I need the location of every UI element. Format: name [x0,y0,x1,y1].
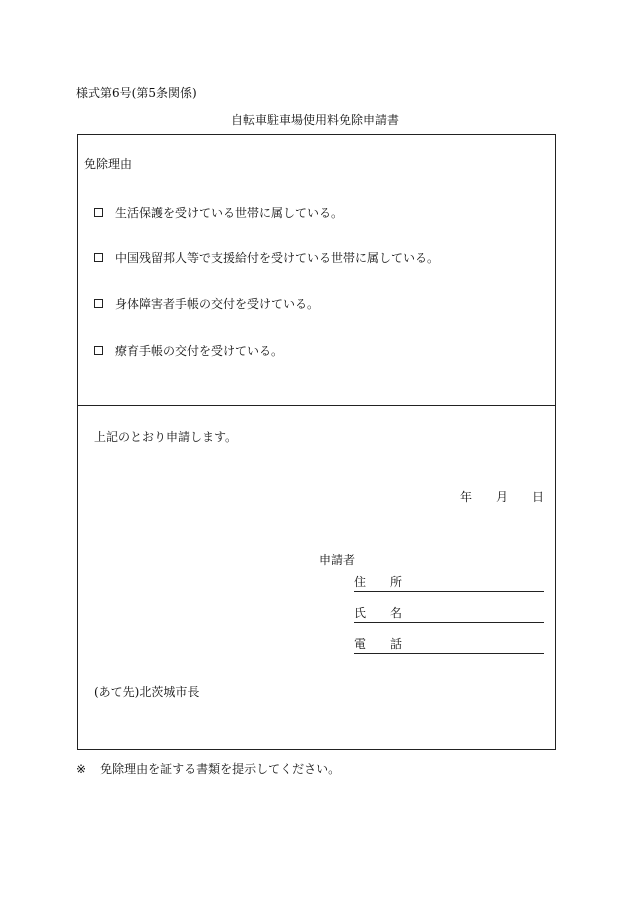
reasons-label: 免除理由 [84,157,133,171]
checkbox-icon[interactable] [94,208,103,217]
field-label-char: 名 [390,606,403,620]
address-field[interactable] [354,573,544,592]
checkbox-icon[interactable] [94,253,103,262]
footer-note [76,760,340,777]
reason-item-disability-handbook[interactable] [94,295,319,312]
document-title: 自転車駐車場使用料免除申請書 [230,113,399,127]
reason-text: 療育手帳の交付を受けている。 [115,344,284,358]
applicant-label: 申請者 [319,553,356,567]
reason-item-support-payment[interactable] [94,249,439,266]
reasons-box [77,134,556,406]
reason-text: 生活保護を受けている世帯に属している。 [115,206,344,220]
note-mark: ※ [76,762,87,776]
reason-text: 身体障害者手帳の交付を受けている。 [115,297,320,311]
form-number: 様式第6号(第5条関係) [76,86,197,100]
application-box [77,405,556,750]
addressee: (あて先)北茨城市長 [94,685,200,699]
note-text: 免除理由を証する書類を提示してください。 [100,762,341,776]
application-statement: 上記のとおり申請します。 [94,430,238,444]
reason-item-welfare[interactable] [94,204,343,221]
field-label-char: 電 [354,637,367,651]
reason-item-rehabilitation-handbook[interactable] [94,342,283,359]
date-day-label: 日 [532,490,545,504]
phone-field[interactable] [354,635,544,654]
field-label-char: 話 [390,637,403,651]
date-row[interactable] [460,488,544,505]
date-month-label: 月 [496,490,509,504]
field-label-char: 所 [390,575,403,589]
reason-text: 中国残留邦人等で支援給付を受けている世帯に属している。 [115,251,440,265]
checkbox-icon[interactable] [94,346,103,355]
field-label-char: 住 [354,575,367,589]
checkbox-icon[interactable] [94,299,103,308]
name-field[interactable] [354,604,544,623]
date-year-label: 年 [460,490,473,504]
field-label-char: 氏 [354,606,367,620]
